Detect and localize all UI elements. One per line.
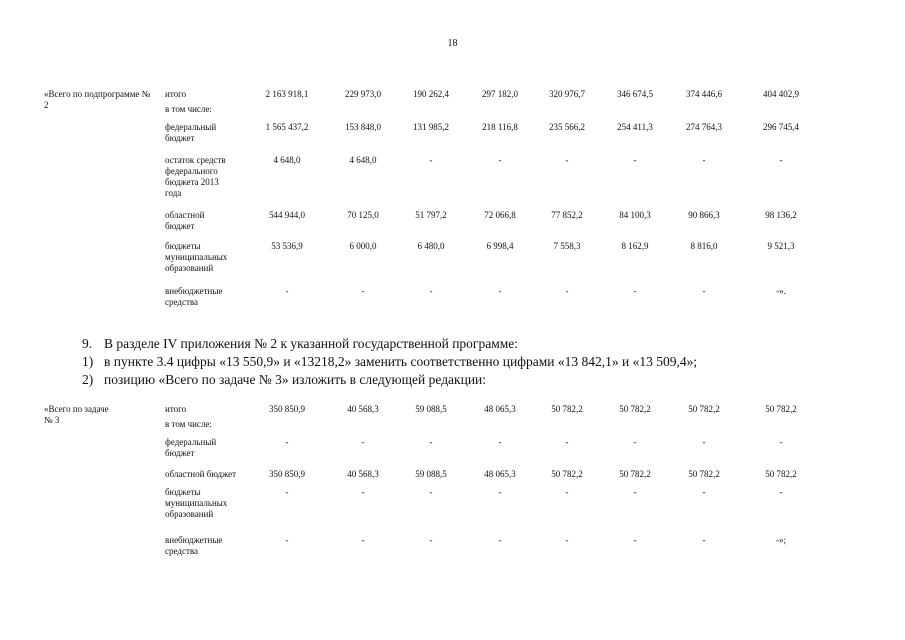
paragraph-text: в пункте 3.4 цифры «13 550,9» и «13218,2» заменить соответственно цифрами «13 842,1» и «13 509,4»; [104, 354, 698, 369]
group-label: «Всего по задаче № 3 [44, 404, 109, 425]
cell: 544 944,0 [269, 210, 305, 220]
cell: 4 648,0 [273, 155, 301, 165]
cell: 153 848,0 [345, 122, 381, 132]
cell: 350 850,9 [269, 404, 305, 414]
paragraph-text: В разделе IV приложения № 2 к указанной государственной программе: [104, 336, 519, 351]
cell: - [498, 437, 502, 447]
cell: 2 163 918,1 [265, 89, 309, 99]
cell: - [498, 535, 502, 545]
cell: 8 816,0 [690, 241, 718, 251]
cell: - [633, 487, 637, 497]
cell: 6 998,4 [486, 241, 514, 251]
cell: 297 182,0 [482, 89, 518, 99]
cell: - [702, 437, 706, 447]
cell: 50 782,2 [619, 469, 651, 479]
cell: - [779, 437, 783, 447]
cell: 53 536,9 [271, 241, 303, 251]
cell: 254 411,3 [617, 122, 653, 132]
paragraph-9 [82, 335, 518, 353]
cell: - [702, 535, 706, 545]
row-label: бюджеты муниципальных образований [165, 487, 228, 519]
paragraph-1 [82, 353, 697, 371]
cell: - [565, 437, 569, 447]
cell: - [633, 535, 637, 545]
row-label: областной бюджет [165, 210, 205, 231]
cell: - [285, 487, 289, 497]
cell: - [429, 155, 433, 165]
cell: - [633, 286, 637, 296]
cell: 50 782,2 [551, 469, 583, 479]
row-label: федеральный бюджет [165, 437, 217, 458]
cell: 218 116,8 [482, 122, 518, 132]
cell: - [565, 487, 569, 497]
cell: - [702, 155, 706, 165]
row-label: итого [165, 404, 187, 414]
cell: - [633, 155, 637, 165]
cell: 274 764,3 [686, 122, 722, 132]
paragraph-text: позицию «Всего по задаче № 3» изложить в следующей редакции: [104, 372, 487, 387]
cell: 50 782,2 [688, 469, 720, 479]
cell: - [429, 535, 433, 545]
cell: 48 065,3 [484, 469, 516, 479]
cell: 50 782,2 [688, 404, 720, 414]
cell: 229 973,0 [345, 89, 381, 99]
cell: - [779, 487, 783, 497]
cell: 90 866,3 [688, 210, 720, 220]
cell: - [702, 286, 706, 296]
cell: - [429, 437, 433, 447]
cell: 72 066,8 [484, 210, 516, 220]
cell: 131 985,2 [413, 122, 449, 132]
cell: 84 100,3 [619, 210, 651, 220]
cell: - [361, 437, 365, 447]
cell: 190 262,4 [413, 89, 449, 99]
cell: - [285, 286, 289, 296]
row-label: областной бюджет [165, 469, 237, 479]
cell: 50 782,2 [619, 404, 651, 414]
cell: -»; [776, 535, 786, 545]
cell: - [565, 535, 569, 545]
cell: 320 976,7 [549, 89, 585, 99]
cell: - [361, 286, 365, 296]
cell: 7 558,3 [553, 241, 581, 251]
cell: 40 568,3 [347, 404, 379, 414]
paragraph-number: 1) [82, 354, 94, 369]
cell: 50 782,2 [765, 404, 797, 414]
cell: 51 797,2 [415, 210, 447, 220]
paragraph-number: 2) [82, 372, 94, 387]
cell: - [429, 487, 433, 497]
cell: 40 568,3 [347, 469, 379, 479]
row-label: остаток средств федерального бюджета 2013 года [165, 155, 226, 198]
row-label: федеральный бюджет [165, 122, 217, 143]
cell: - [285, 535, 289, 545]
row-label: итого [165, 89, 187, 99]
cell: 8 162,9 [621, 241, 649, 251]
cell: - [498, 155, 502, 165]
cell: - [565, 286, 569, 296]
paragraph-number: 9. [82, 336, 93, 351]
row-label: в том числе: [165, 419, 212, 429]
cell: - [361, 535, 365, 545]
cell: - [429, 286, 433, 296]
cell: - [361, 487, 365, 497]
row-label: бюджеты муниципальных образований [165, 241, 228, 273]
row-label: внебюджетные средства [165, 286, 223, 307]
cell: - [498, 286, 502, 296]
cell: 404 402,9 [763, 89, 799, 99]
cell: 6 480,0 [417, 241, 445, 251]
cell: 59 088,5 [415, 404, 447, 414]
cell: 235 566,2 [549, 122, 585, 132]
cell: 9 521,3 [767, 241, 795, 251]
cell: 59 088,5 [415, 469, 447, 479]
cell: 1 565 437,2 [265, 122, 309, 132]
group-label: «Всего по подпрограмме № 2 [44, 89, 151, 110]
cell: - [779, 155, 783, 165]
row-label: внебюджетные средства [165, 535, 223, 556]
cell: - [285, 437, 289, 447]
cell: 77 852,2 [551, 210, 583, 220]
cell: 50 782,2 [765, 469, 797, 479]
cell: 4 648,0 [349, 155, 377, 165]
cell: 50 782,2 [551, 404, 583, 414]
row-label: в том числе: [165, 104, 212, 114]
cell: - [565, 155, 569, 165]
cell: 296 745,4 [763, 122, 799, 132]
cell: 48 065,3 [484, 404, 516, 414]
cell: 346 674,5 [617, 89, 653, 99]
cell: - [498, 487, 502, 497]
page-number: 18 [447, 38, 458, 49]
cell: - [633, 437, 637, 447]
paragraph-2 [82, 371, 486, 389]
cell: 350 850,9 [269, 469, 305, 479]
cell: 374 446,6 [686, 89, 722, 99]
cell: 70 125,0 [347, 210, 379, 220]
cell: -». [776, 286, 786, 296]
cell: 98 136,2 [765, 210, 797, 220]
cell: 6 000,0 [349, 241, 377, 251]
cell: - [702, 487, 706, 497]
